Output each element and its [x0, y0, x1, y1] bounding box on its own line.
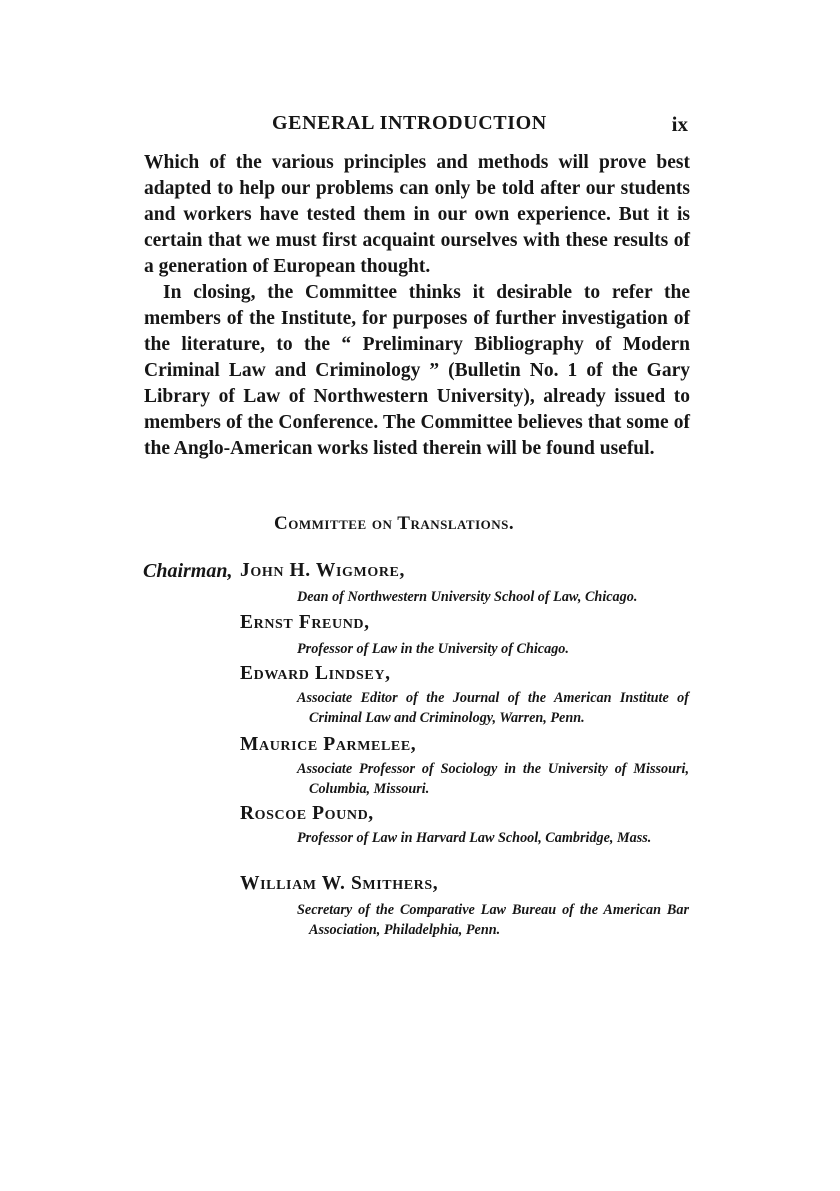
member-title: Associate Editor of the Journal of the American Institute of Criminal Law and Criminology, Warren, Penn. — [297, 690, 689, 726]
chairman-label: Chairman, — [143, 560, 233, 582]
page-number: ix — [671, 112, 688, 136]
member-name: Maurice Parmelee, — [240, 734, 417, 755]
member-title: Secretary of the Comparative Law Bureau of the American Bar Association, Philadelphia, Penn. — [297, 902, 689, 938]
member-name: John H. Wigmore, — [240, 560, 405, 581]
member-title: Professor of Law in the University of Chicago. — [297, 641, 569, 657]
member-name: Ernst Freund, — [240, 612, 370, 633]
paragraph-2: In closing, the Committee thinks it desirable to refer the members of the Institute, for purposes of further investigation of the literature, to the “ Preliminary Bibliography of Modern Criminal Law and Criminology ” (Bulletin No. 1 of the Gary Library of Law of Northwestern University), already issued to members of the Conference. The Committee believes that some of the Anglo-American works listed therein will be found useful. — [144, 282, 690, 459]
member-name: Edward Lindsey, — [240, 663, 391, 684]
member-title: Dean of Northwestern University School of Law, Chicago. — [297, 589, 638, 605]
committee-heading: Committee on Translations. — [274, 513, 515, 534]
body-text — [144, 150, 690, 462]
member-title: Professor of Law in Harvard Law School, Cambridge, Mass. — [297, 830, 652, 846]
member-name: Roscoe Pound, — [240, 803, 374, 824]
running-head — [144, 112, 690, 140]
running-title: GENERAL INTRODUCTION — [272, 112, 547, 134]
member-name: William W. Smithers, — [240, 873, 439, 894]
paragraph-1: Which of the various principles and methods will prove best adapted to help our problems can only be told after our students and workers have tested them in our own experience. But it is certain that we must first acquaint ourselves with these results of a generation of European thought. — [144, 152, 690, 277]
member-title: Associate Professor of Sociology in the University of Missouri, Columbia, Missouri. — [297, 761, 689, 797]
